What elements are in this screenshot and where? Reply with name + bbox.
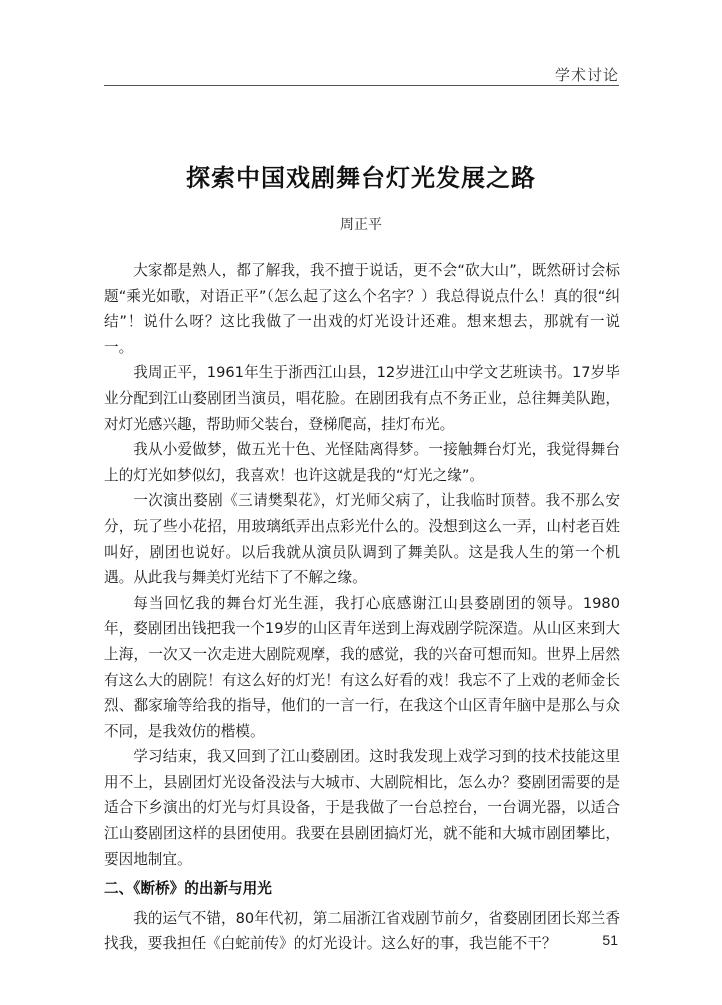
body-paragraph: 我的运气不错，80年代初，第二届浙江省戏剧节前夕，省婺剧团团长郑兰香找我，要我担任《白蛇前传》的灯光设计。这么好的事，我岂能不干？ — [104, 909, 620, 953]
body-paragraph: 学习结束，我又回到了江山婺剧团。这时我发现上戏学习到的技术技能这里用不上，县剧团灯光设备没法与大城市、大剧院相比，怎么办？婺剧团需要的是适合下乡演出的灯光与灯具设备，于是我做了一台总控台，一台调光器，以适合江山婺剧团这样的县团使用。我要在县剧团搞灯光，就不能和大城市剧团攀比，要因地制宜。 — [104, 748, 620, 868]
body-paragraph: 每当回忆我的舞台灯光生涯，我打心底感谢江山县婺剧团的领导。1980年，婺剧团出钱把我一个19岁的山区青年送到上海戏剧学院深造。从山区来到大上海，一次又一次走进大剧院观摩，我的感觉，我的兴奋可想而知。世界上居然有这么大的剧院！有这么好的灯光！有这么好看的戏！我忘不了上戏的老师金长烈、鄱家瑜等给我的指导，他们的一言一行，在我这个山区青年脑中是那么与众不同，是我效仿的楷模。 — [104, 594, 620, 740]
body-paragraph: 大家都是熟人，都了解我，我不擅于说话，更不会“砍大山”，既然研讨会标题“乘光如歌，对语正平”（怎么起了这么个名字？）我总得说点什么！真的很“纠结”！说什么呀？这比我做了一出戏的灯光设计还难。想来想去，那就有一说一。 — [104, 262, 620, 356]
body-paragraph: 一次演出婺剧《三请樊梨花》，灯光师父病了，让我临时顶替。我不那么安分，玩了些小花招，用玻璃纸弄出点彩光什么的。没想到这么一弄，山村老百姓叫好，剧团也说好。以后我就从演员队调到了舞美队。这是我人生的第一个机遇。从此我与舞美灯光结下了不解之缘。 — [104, 492, 620, 587]
article-author: 周正平 — [340, 217, 382, 233]
body-paragraph: 我从小爱做梦，做五光十色、光怪陆离得梦。一接触舞台灯光，我觉得舞台上的灯光如梦似幻，我喜欢！也许这就是我的“灯光之缘”。 — [104, 441, 620, 484]
running-header-label: 学术讨论 — [554, 66, 619, 84]
section-heading: 二、《断桥》的出新与用光 — [104, 880, 272, 898]
article-title: 探索中国戏剧舞台灯光发展之路 — [186, 164, 536, 192]
header-rule — [104, 85, 619, 86]
article-body — [104, 258, 620, 957]
body-paragraph: 我周正平，1961年生于浙西江山县，12岁进江山中学文艺班读书。17岁毕业分配到江山婺剧团当演员，唱花脸。在剧团我有点不务正业，总往舞美队跑，对灯光感兴趣，帮助师父装台，登梯爬高，挂灯布光。 — [104, 364, 620, 433]
page-number: 51 — [602, 932, 618, 948]
